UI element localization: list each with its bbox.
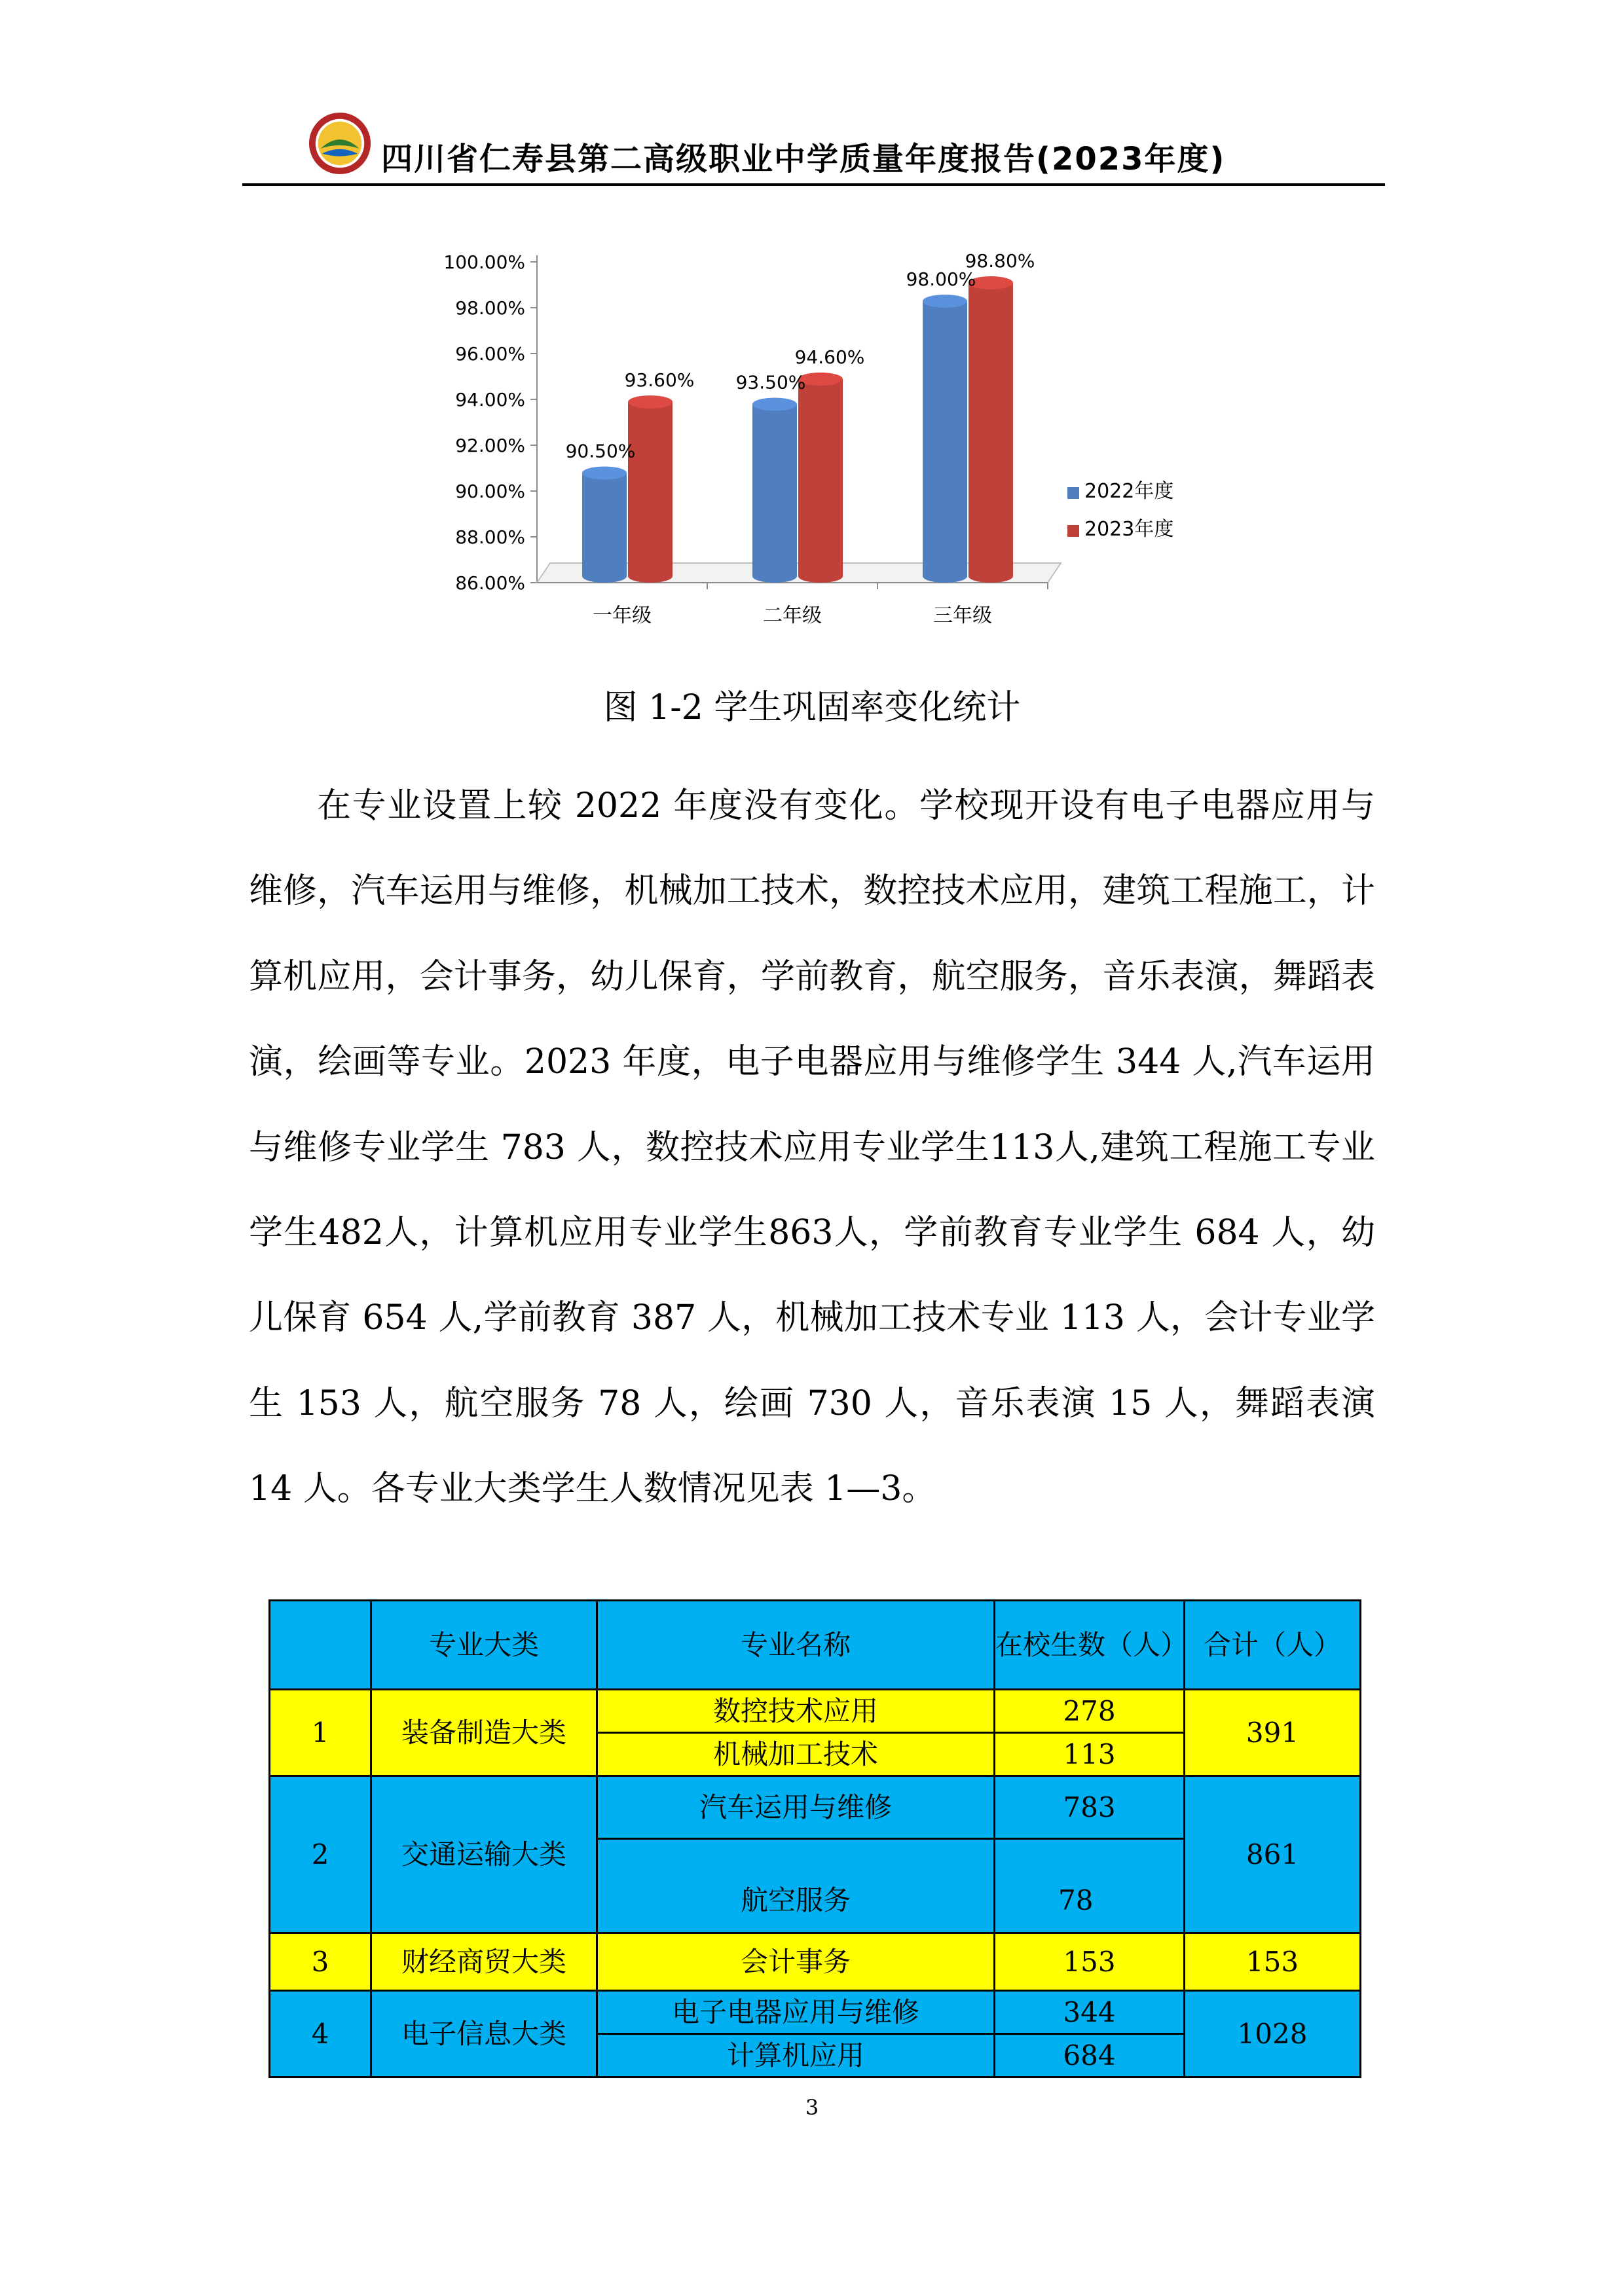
category-cell: 财经商贸大类: [371, 1933, 597, 1991]
data-label: 90.50%: [565, 440, 636, 462]
count-cell: 278: [995, 1690, 1185, 1733]
count-cell: 153: [995, 1933, 1185, 1991]
legend-swatch: [1067, 525, 1079, 537]
data-label: 98.80%: [965, 250, 1035, 272]
row-number: 3: [270, 1933, 371, 1991]
count-cell: 684: [995, 2034, 1185, 2077]
row-number: 4: [270, 1991, 371, 2077]
total-cell: 861: [1185, 1776, 1361, 1933]
y-tick-label: 88.00%: [455, 526, 525, 548]
x-tick-label: 一年级: [593, 604, 652, 627]
bar-top-cap: [582, 467, 627, 480]
major-cell: 航空服务: [597, 1839, 995, 1933]
header-no-cell: [270, 1601, 371, 1690]
count-cell: 344: [995, 1991, 1185, 2034]
table-row: [270, 1690, 1361, 1733]
y-tick-label: 98.00%: [455, 297, 525, 319]
x-tick-label: 二年级: [763, 604, 822, 627]
major-cell: 机械加工技术: [597, 1733, 995, 1776]
major-cell: 计算机应用: [597, 2034, 995, 2077]
retention-bar-chart: [393, 236, 1310, 642]
count-cell: 783: [995, 1776, 1185, 1839]
page-header: [242, 98, 1385, 186]
header-major: 专业名称: [597, 1601, 995, 1690]
bar-top-cap: [628, 395, 673, 409]
major-cell: 会计事务: [597, 1933, 995, 1991]
y-tick-label: 86.00%: [455, 572, 525, 594]
legend-label: 2022年度: [1084, 480, 1174, 503]
table-header-row: [270, 1601, 1361, 1690]
total-cell: 1028: [1185, 1991, 1361, 2077]
y-tick-label: 100.00%: [443, 251, 525, 273]
major-cell: 电子电器应用与维修: [597, 1991, 995, 2034]
retention-chart: [393, 236, 1310, 642]
bar-2022-3: [923, 301, 967, 583]
bar-2022-2: [752, 405, 797, 583]
major-cell: 汽车运用与维修: [597, 1776, 995, 1839]
data-label: 93.50%: [735, 371, 806, 393]
y-tick-label: 96.00%: [455, 343, 525, 365]
data-label: 93.60%: [624, 369, 695, 391]
y-tick-label: 90.00%: [455, 481, 525, 502]
data-label: 98.00%: [906, 268, 976, 290]
total-cell: 153: [1185, 1933, 1361, 1991]
legend-swatch: [1067, 487, 1079, 499]
category-cell: 电子信息大类: [371, 1991, 597, 2077]
legend-label: 2023年度: [1084, 518, 1174, 541]
bar-2023-2: [798, 379, 843, 583]
y-tick-label: 94.00%: [455, 389, 525, 410]
header-total: 合计（人）: [1185, 1601, 1361, 1690]
report-title: 四川省仁寿县第二高级职业中学质量年度报告(2023年度): [381, 141, 1226, 177]
table-row: [270, 1776, 1361, 1839]
bar-2023-3: [969, 283, 1013, 583]
bar-2023-1: [628, 402, 673, 583]
total-cell: 391: [1185, 1690, 1361, 1776]
data-label: 94.60%: [794, 346, 865, 368]
major-cell: 数控技术应用: [597, 1690, 995, 1733]
header-count: 在校生数（人）: [995, 1601, 1185, 1690]
count-cell: 113: [995, 1733, 1185, 1776]
school-logo-icon: [308, 111, 372, 175]
bar-2022-1: [582, 473, 627, 583]
bar-top-cap: [752, 398, 797, 411]
bar-top-cap: [923, 295, 967, 308]
row-number: 1: [270, 1690, 371, 1776]
figure-caption: 图 1-2 学生巩固率变化统计: [603, 688, 1021, 727]
majors-table: [268, 1599, 1361, 2078]
body-text: [249, 763, 1375, 1532]
table-row: [270, 1933, 1361, 1991]
row-number: 2: [270, 1776, 371, 1933]
count-cell: 78: [995, 1839, 1185, 1933]
table-row: [270, 1991, 1361, 2034]
category-cell: 装备制造大类: [371, 1690, 597, 1776]
header-category: 专业大类: [371, 1601, 597, 1690]
majors-paragraph: 在专业设置上较 2022 年度没有变化。学校现开设有电子电器应用与维修，汽车运用与维修，机械加工技术，数控技术应用，建筑工程施工，计算机应用，会计事务，幼儿保育，学前教育，航空服务，音乐表演，舞蹈表演，绘画等专业。2023 年度，电子电器应用与维修学生 344 人,汽车运用与维修专业学生 783 人，数控技术应用专业学生113人,建筑工程施工专业学生482人，计算机应用专业学生863人，学前教育专业学生 684 人，幼儿保育 654 人,学前教育 387 人，机械加工技术专业 113 人，会计专业学生 153 人，航空服务 78 人，绘画 730 人，音乐表演 15 人，舞蹈表演 14 人。各专业大类学生人数情况见表 1—3。: [249, 786, 1375, 1509]
category-cell: 交通运输大类: [371, 1776, 597, 1933]
x-tick-label: 三年级: [933, 604, 992, 627]
y-tick-label: 92.00%: [455, 435, 525, 456]
page-number: 3: [805, 2095, 819, 2120]
